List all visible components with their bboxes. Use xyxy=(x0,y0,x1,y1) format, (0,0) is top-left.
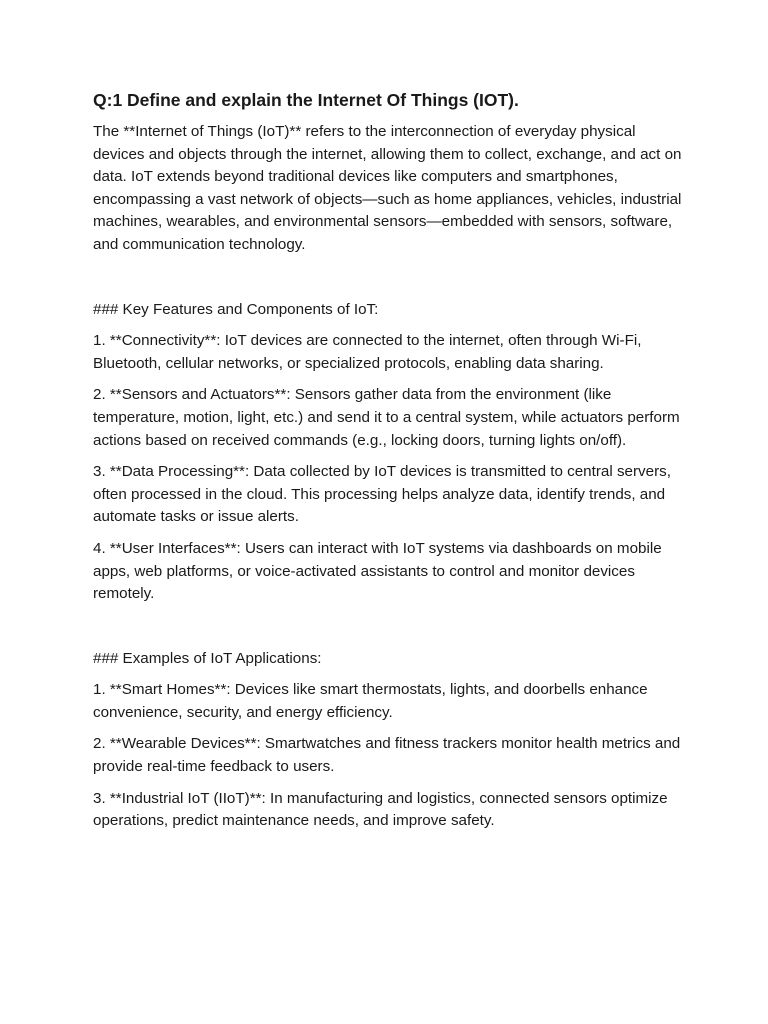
feature-item: 4. **User Interfaces**: Users can interact with IoT systems via dashboards on mobile apps, web platforms, or voice-activated assistants to control and monitor devices remotely. xyxy=(93,539,662,603)
document-title: Q:1 Define and explain the Internet Of Things (IOT). xyxy=(93,90,519,110)
intro-paragraph: The **Internet of Things (IoT)** refers to the interconnection of everyday physical devices and objects through the internet, allowing them to collect, exchange, and act on data. IoT extends beyond traditional devices like computers and smartphones, encompassing a vast network of objects—such as home appliances, vehicles, industrial machines, wearables, and environmental sensors—embedded with sensors, software, and communication technology. xyxy=(93,123,682,253)
example-item: 2. **Wearable Devices**: Smartwatches and fitness trackers monitor health metrics and provide real-time feedback to users. xyxy=(93,735,681,776)
feature-item: 1. **Connectivity**: IoT devices are connected to the internet, often through Wi-Fi, Bluetooth, cellular networks, or specialized protocols, enabling data sharing. xyxy=(93,332,642,372)
document-page xyxy=(93,88,683,842)
feature-item: 3. **Data Processing**: Data collected by IoT devices is transmitted to central servers, often processed in the cloud. This processing helps analyze data, identify trends, and automate tasks or issue alerts. xyxy=(93,463,671,526)
example-item: 1. **Smart Homes**: Devices like smart thermostats, lights, and doorbells enhance convenience, security, and energy efficiency. xyxy=(93,681,648,721)
features-heading: ### Key Features and Components of IoT: xyxy=(93,300,379,318)
feature-item: 2. **Sensors and Actuators**: Sensors gather data from the environment (like temperature, motion, light, etc.) and send it to a central system, while actuators perform actions based on received commands (e.g., locking doors, turning lights on/off). xyxy=(93,386,680,449)
example-item: 3. **Industrial IoT (IIoT)**: In manufacturing and logistics, connected sensors optimize operations, predict maintenance needs, and improve safety. xyxy=(93,789,668,830)
examples-heading: ### Examples of IoT Applications: xyxy=(93,649,322,667)
